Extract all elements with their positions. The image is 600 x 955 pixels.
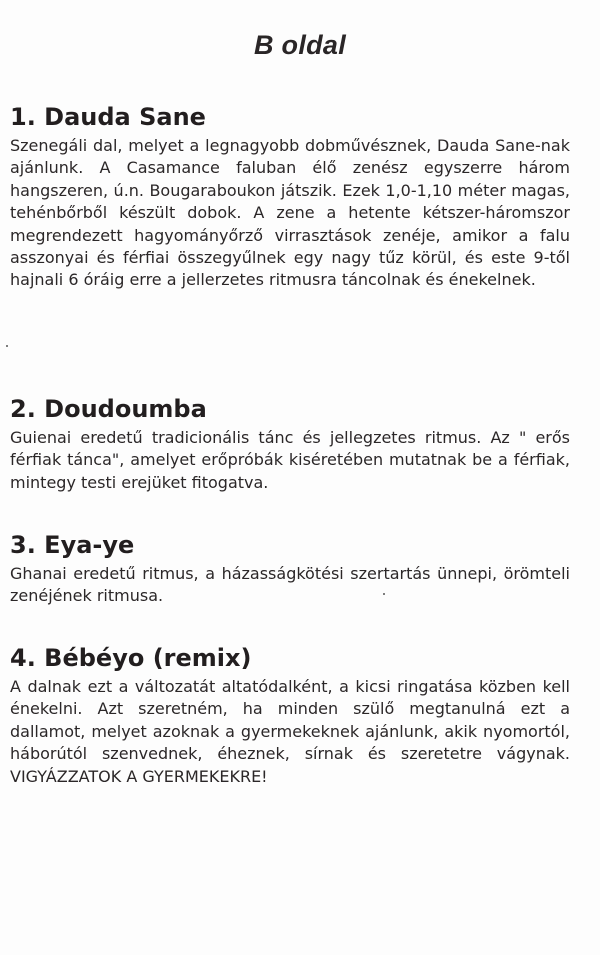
- print-speck: [383, 593, 385, 595]
- track-4-heading: 4. Bébéyo (remix): [10, 644, 252, 672]
- track-3-description: Ghanai eredetű ritmus, a házasságkötési szertartás ünnepi, örömteli zenéjének ritmusa.: [10, 564, 570, 606]
- track-2-section: [10, 395, 570, 494]
- track-2-heading: 2. Doudoumba: [10, 395, 207, 423]
- track-3-section: [10, 531, 570, 608]
- track-4-section: [10, 644, 570, 788]
- page-title: B oldal: [253, 30, 347, 60]
- track-1-heading: 1. Dauda Sane: [10, 103, 206, 131]
- track-4-description: A dalnak ezt a változatát altatódalként, a kicsi ringatása közben kell énekelni. Azt szeretném, ha minden szülő megtanulná ezt a dallamot, melyet azoknak a gyermekeknek ajánlunk, akik nyomortól, háborútól szenvednek, éheznek, sírnak és szeretetre vágynak. VIGYÁZZATOK A GYERMEKEKRE!: [10, 677, 570, 786]
- track-1-description: Szenegáli dal, melyet a legnagyobb dobművésznek, Dauda Sane-nak ajánlunk. A Casamance faluban élő zenész egyszerre három hangszeren, ú.n. Bougaraboukon játszik. Ezek 1,0-1,10 méter magas, tehénbőrből készült dobok. A zene a hetente kétszer-háromszor megrendezett hagyományőrző virrasztások zenéje, amikor a falu asszonyai és férfiai összegyűlnek egy nagy tűz körül, és este 9-től hajnali 6 óráig erre a jellerzetes ritmusra táncolnak és énekelnek.: [10, 136, 570, 290]
- print-speck: [6, 345, 8, 347]
- track-2-description: Guienai eredetű tradicionális tánc és jellegzetes ritmus. Az " erős férfiak tánca", amelyet erőpróbák kiséretében mutatnak be a férfiak, mintegy testi erejüket fitogatva.: [10, 428, 570, 492]
- track-1-section: [10, 103, 570, 292]
- track-3-heading: 3. Eya-ye: [10, 531, 135, 559]
